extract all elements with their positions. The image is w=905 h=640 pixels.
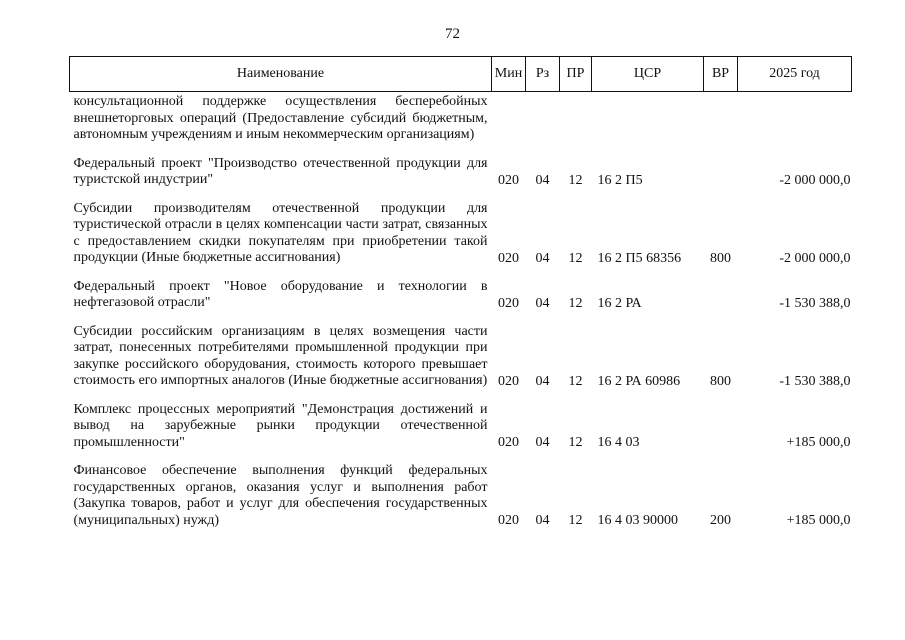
row-csr: 16 2 П5 68356 xyxy=(597,250,682,266)
table-header xyxy=(70,57,852,92)
row-rz: 04 xyxy=(535,295,550,311)
row-min: 020 xyxy=(498,513,519,528)
header-csr: ЦСР xyxy=(592,57,704,92)
row-name: Субсидии производителям отечественной продукции для туристической отрасли в целях компенсации части затрат, связанных с предоставлением скидки покупателям при приобретении такой продукции (Иные бюджетные ассигнования) xyxy=(73,200,488,265)
header-vr: ВР xyxy=(704,57,738,92)
row-name: Федеральный проект "Производство отечественной продукции для туристской индустрии" xyxy=(73,155,488,187)
row-name: Федеральный проект "Новое оборудование и технологии в нефтегазовой отрасли" xyxy=(73,278,488,310)
budget-table xyxy=(69,56,852,537)
row-vr xyxy=(704,92,738,152)
row-csr: 16 4 03 xyxy=(597,435,640,450)
table-row xyxy=(70,92,852,152)
row-vr xyxy=(704,398,738,460)
row-amount: +185 000,0 xyxy=(786,435,851,450)
page-number: 72 xyxy=(445,26,460,42)
row-min: 020 xyxy=(498,250,519,266)
row-vr: 800 xyxy=(710,373,731,389)
row-vr xyxy=(704,152,738,197)
row-rz: 04 xyxy=(535,172,550,188)
table-row xyxy=(70,197,852,275)
row-name: консультационной поддержке осуществления бесперебойных внешнеторговых операций (Предоставление субсидий бюджетным, автономным учреждениям и иным некоммерческим организациям) xyxy=(73,94,488,142)
row-name: Финансовое обеспечение выполнения функций федеральных государственных органов, оказания услуг и выполнения работ (Закупка товаров, работ и услуг для обеспечения государственных (муниципальных) нужд) xyxy=(73,463,488,528)
row-pr: 12 xyxy=(568,513,583,528)
row-pr xyxy=(560,92,592,152)
table-row xyxy=(70,152,852,197)
row-vr xyxy=(704,275,738,320)
row-pr: 12 xyxy=(568,373,583,389)
row-pr: 12 xyxy=(568,172,583,188)
table-row xyxy=(70,459,852,537)
row-csr: 16 2 П5 xyxy=(597,172,643,188)
row-rz: 04 xyxy=(535,513,550,528)
row-name: Комплекс процессных мероприятий "Демонстрация достижений и вывод на зарубежные рынки продукции отечественной промышленности" xyxy=(73,401,488,450)
header-pr: ПР xyxy=(560,57,592,92)
row-pr: 12 xyxy=(568,295,583,311)
row-rz: 04 xyxy=(535,250,550,266)
row-csr xyxy=(592,92,704,152)
row-vr: 800 xyxy=(710,250,731,266)
row-min xyxy=(492,92,526,152)
row-min: 020 xyxy=(498,373,519,389)
row-rz xyxy=(526,92,560,152)
row-pr: 12 xyxy=(568,250,583,266)
row-pr: 12 xyxy=(568,435,583,450)
row-vr: 200 xyxy=(710,513,731,528)
row-name: Субсидии российским организациям в целях возмещения части затрат, понесенных потребителями промышленной продукции при закупке российского оборудования, стоимость которого превышает стоимость его импортных аналогов (Иные бюджетные ассигнования) xyxy=(73,323,488,388)
row-amount: +185 000,0 xyxy=(786,513,851,528)
row-rz: 04 xyxy=(535,435,550,450)
row-csr: 16 2 РА xyxy=(597,295,642,311)
row-min: 020 xyxy=(498,172,519,188)
row-amount: -2 000 000,0 xyxy=(779,172,851,188)
row-amount: -1 530 388,0 xyxy=(779,295,851,311)
table-body xyxy=(70,92,852,538)
table-row xyxy=(70,320,852,398)
row-min: 020 xyxy=(498,435,519,450)
header-name: Наименование xyxy=(70,57,492,92)
row-amount: -1 530 388,0 xyxy=(779,373,851,389)
row-min: 020 xyxy=(498,295,519,311)
row-csr: 16 4 03 90000 xyxy=(597,513,678,528)
row-amount xyxy=(738,92,852,152)
row-rz: 04 xyxy=(535,373,550,389)
row-amount: -2 000 000,0 xyxy=(779,250,851,266)
header-min: Мин xyxy=(492,57,526,92)
table-row xyxy=(70,398,852,460)
row-csr: 16 2 РА 60986 xyxy=(597,373,681,389)
header-year: 2025 год xyxy=(738,57,852,92)
table-row xyxy=(70,275,852,320)
header-rz: Рз xyxy=(526,57,560,92)
